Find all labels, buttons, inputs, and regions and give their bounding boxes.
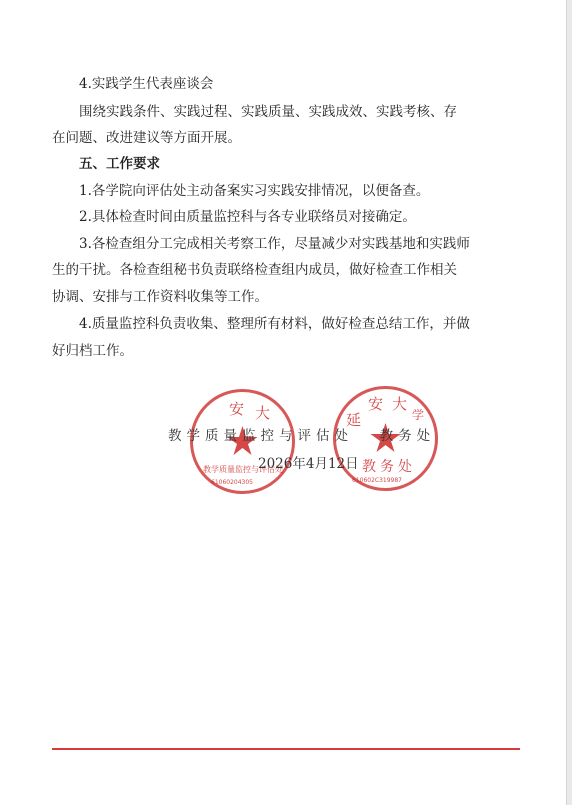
- paragraph-line: 在问题、改进建议等方面开展。: [52, 130, 241, 146]
- paragraph-line: 4.质量监控科负责收集、整理所有材料，做好检查总结工作，并做: [79, 316, 470, 332]
- svg-text:务: 务: [380, 459, 394, 475]
- svg-text:处: 处: [398, 459, 412, 475]
- svg-text:大: 大: [255, 404, 271, 422]
- office-left: 教学质量监控与评估处: [168, 428, 353, 444]
- paragraph-line: 2.具体检查时间由质量监控科与各专业联络员对接确定。: [79, 209, 416, 225]
- paragraph-line: 围绕实践条件、实践过程、实践质量、实践成效、实践考核、存: [79, 104, 457, 120]
- section-heading: 五、工作要求: [79, 156, 160, 172]
- svg-text:学: 学: [412, 408, 425, 422]
- subsection-title: 4.实践学生代表座谈会: [79, 76, 214, 92]
- svg-text:教: 教: [362, 459, 376, 475]
- svg-text:延: 延: [346, 411, 362, 429]
- signature-offices: [168, 424, 435, 444]
- svg-text:61060204305: 61060204305: [211, 479, 253, 486]
- svg-text:610602C319987: 610602C319987: [352, 477, 402, 484]
- paragraph-line: 生的干扰。各检查组秘书负责联络检查组内成员，做好检查工作相关: [52, 262, 457, 278]
- signature-date: 2026年4月12日: [258, 456, 359, 472]
- paragraph-line: 好归档工作。: [52, 343, 133, 359]
- paragraph-line: 1.各学院向评估处主动备案实习实践安排情况，以便备查。: [79, 183, 430, 199]
- footer-rule: [52, 748, 520, 750]
- office-right: 教务处: [379, 428, 436, 444]
- svg-text:教学质量监控与评估处: 教学质量监控与评估处: [203, 465, 283, 474]
- paragraph-line: 协调、安排与工作资料收集等工作。: [52, 289, 268, 305]
- paragraph-line: 3.各检查组分工完成相关考察工作，尽量减少对实践基地和实践师: [79, 236, 470, 252]
- seal-left-top-text: 安: [229, 400, 245, 418]
- svg-text:安: 安: [368, 395, 384, 413]
- svg-text:大: 大: [392, 395, 408, 413]
